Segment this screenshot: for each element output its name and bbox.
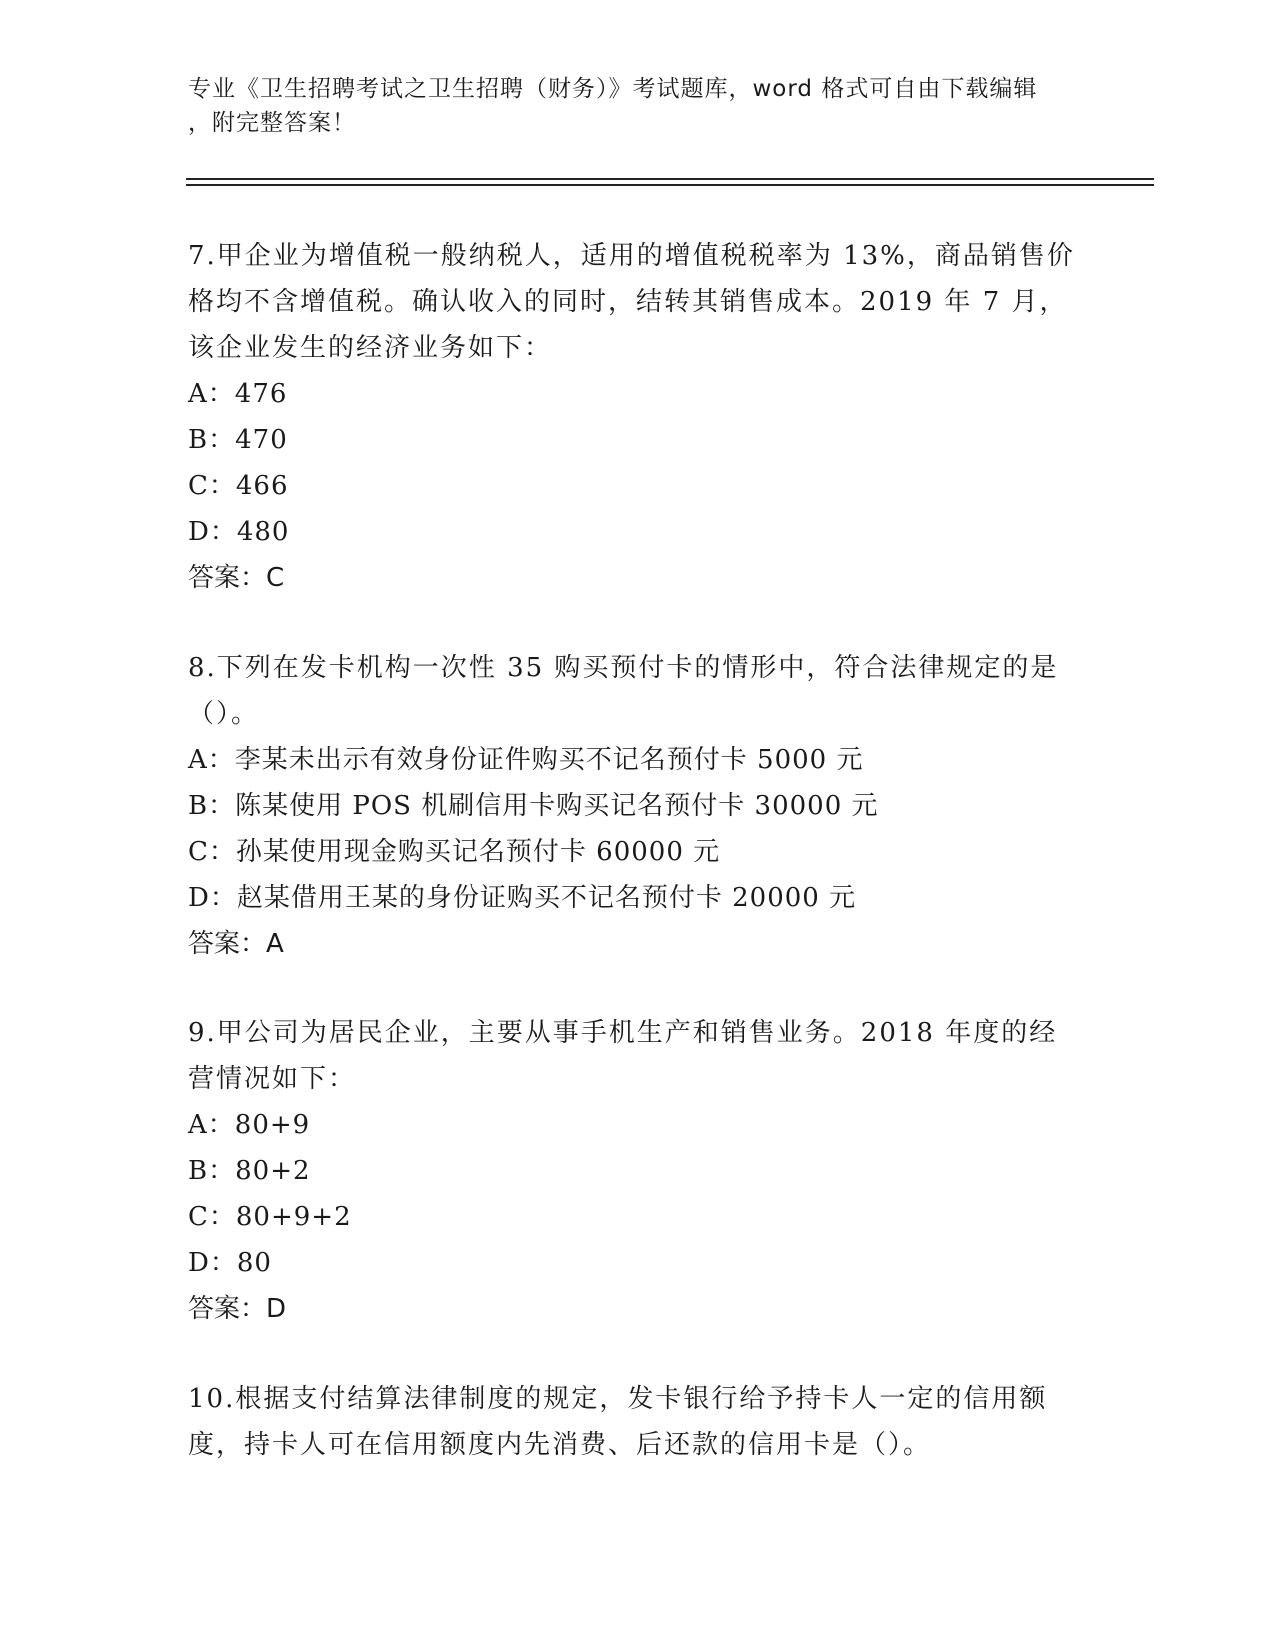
- question-8: [188, 645, 1088, 967]
- option-d: D：80: [188, 1248, 272, 1278]
- question-stem-line: 9.甲公司为居民企业，主要从事手机生产和销售业务。2018 年度的经: [188, 1018, 1058, 1048]
- question-stem-line: 该企业发生的经济业务如下：: [188, 333, 553, 363]
- question-10: [188, 1376, 1088, 1468]
- option-a: A：476: [188, 379, 288, 409]
- option-c: C：孙某使用现金购买记名预付卡 60000 元: [188, 837, 721, 867]
- header-line-2: ，附完整答案！: [188, 110, 356, 136]
- option-b: B：470: [188, 425, 288, 455]
- option-c: C：80+9+2: [188, 1202, 352, 1232]
- answer-line: 答案：C: [188, 563, 285, 593]
- option-d: D：480: [188, 517, 290, 547]
- option-b: B：80+2: [188, 1156, 311, 1186]
- answer-line: 答案：D: [188, 1294, 287, 1324]
- question-stem-line: 10.根据支付结算法律制度的规定，发卡银行给予持卡人一定的信用额: [188, 1384, 1048, 1414]
- question-stem-line: 格均不含增值税。确认收入的同时，结转其销售成本。2019 年 7 月，: [188, 287, 1068, 317]
- option-c: C：466: [188, 471, 289, 501]
- question-stem-line: 营情况如下：: [188, 1064, 357, 1094]
- header-line-1: 专业《卫生招聘考试之卫生招聘（财务）》考试题库，word 格式可自由下载编辑: [188, 76, 1038, 102]
- question-stem-line: 度，持卡人可在信用额度内先消费、后还款的信用卡是（）。: [188, 1430, 932, 1460]
- option-b: B：陈某使用 POS 机刷信用卡购买记名预付卡 30000 元: [188, 791, 879, 821]
- question-stem-line: 7.甲企业为增值税一般纳税人，适用的增值税税率为 13%，商品销售价: [188, 241, 1075, 271]
- question-stem-line: 8.下列在发卡机构一次性 35 购买预付卡的情形中，符合法律规定的是: [188, 653, 1059, 683]
- header-divider-top: [186, 178, 1154, 180]
- question-9: [188, 1010, 1088, 1332]
- question-stem-line: （）。: [188, 699, 260, 729]
- header-divider-bottom: [186, 184, 1154, 186]
- answer-line: 答案：A: [188, 929, 284, 959]
- question-7: [188, 233, 1088, 601]
- document-header: [188, 72, 1088, 140]
- option-d: D：赵某借用王某的身份证购买不记名预付卡 20000 元: [188, 883, 857, 913]
- option-a: A：李某未出示有效身份证件购买不记名预付卡 5000 元: [188, 745, 864, 775]
- option-a: A：80+9: [188, 1110, 311, 1140]
